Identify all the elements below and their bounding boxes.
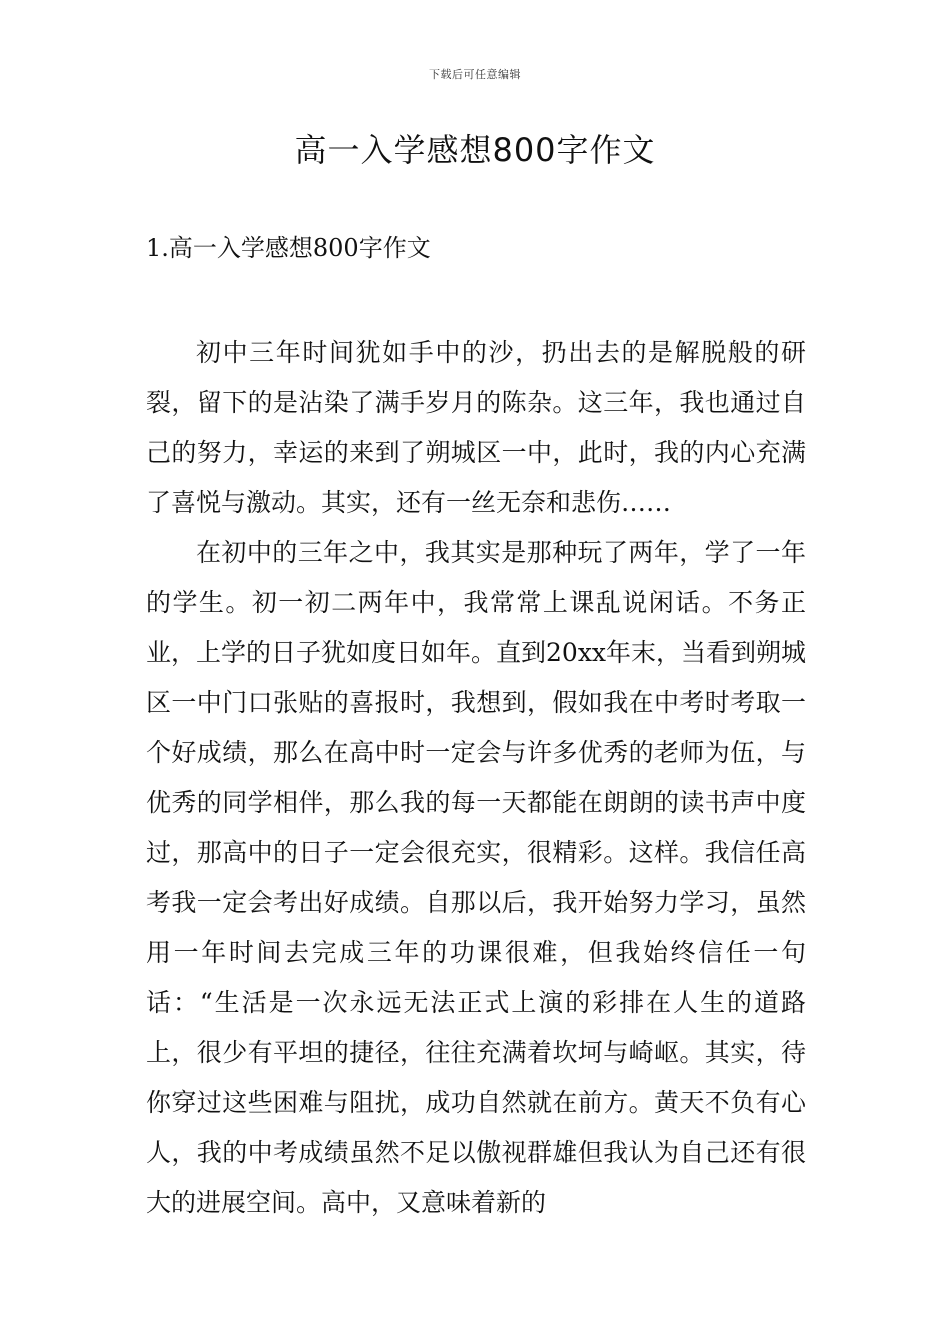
document-title: 高一入学感想800字作文 [294, 131, 656, 169]
paragraph-2: 在初中的三年之中，我其实是那种玩了两年，学了一年的学生。初一初二两年中，我常常上课乱说闲话。不务正业，上学的日子犹如度日如年。直到20xx年末，当看到朔城区一中门口张贴的喜报时，我想到，假如我在中考时考取一个好成绩，那么在高中时一定会与许多优秀的老师为伍，与优秀的同学相伴，那么我的每一天都能在朗朗的读书声中度过，那高中的日子一定会很充实，很精彩。这样。我信任高考我一定会考出好成绩。自那以后，我开始努力学习，虽然用一年时间去完成三年的功课很难，但我始终信任一句话：“生活是一次永远无法正式上演的彩排在人生的道路上，很少有平坦的捷径，往往充满着坎坷与崎岖。其实，待你穿过这些困难与阻扰，成功自然就在前方。黄天不负有心人，我的中考成绩虽然不足以傲视群雄但我认为自己还有很大的进展空间。高中，又意味着新的 [146, 538, 807, 1217]
document-body [146, 328, 806, 1228]
page-header-note: 下载后可任意编辑 [429, 68, 521, 81]
section-heading: 1.高一入学感想800字作文 [146, 234, 431, 262]
paragraph-1: 初中三年时间犹如手中的沙，扔出去的是解脱般的研裂，留下的是沾染了满手岁月的陈杂。这三年，我也通过自己的努力，幸运的来到了朔城区一中，此时，我的内心充满了喜悦与激动。其实，还有一丝无奈和悲伤…… [146, 338, 806, 517]
